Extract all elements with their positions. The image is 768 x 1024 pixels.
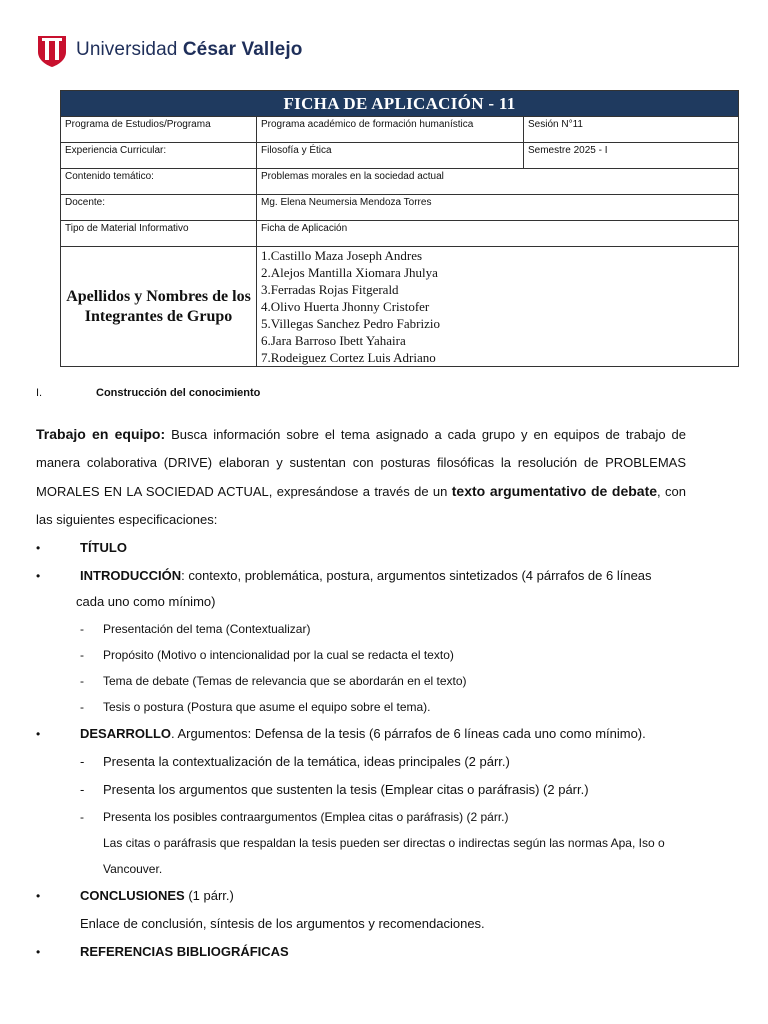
ucv-shield-icon <box>36 32 68 68</box>
member-name: 6.Jara Barroso Ibett Yahaira <box>261 333 406 348</box>
row-extra: Semestre 2025 - I <box>524 143 739 169</box>
introduccion-label: INTRODUCCIÓN <box>80 568 182 583</box>
spec-referencias <box>36 938 686 966</box>
conclusiones-detail: Enlace de conclusión, síntesis de los argumentos y recomendaciones. <box>80 916 485 931</box>
intro-paragraph <box>36 420 686 534</box>
list-item <box>36 668 686 694</box>
section-title: Construcción del conocimiento <box>96 387 261 399</box>
member-name: 1.Castillo Maza Joseph Andres <box>261 248 423 263</box>
members-label: Apellidos y Nombres de los Integrantes de Grupo <box>61 247 257 367</box>
spec-conclusiones <box>36 882 686 910</box>
table-row <box>61 169 739 195</box>
dash-icon: - <box>80 810 84 824</box>
table-row <box>61 143 739 169</box>
desarrollo-label: DESARROLLO <box>80 726 171 741</box>
list-item-text: Propósito (Motivo o intencionalidad por la cual se redacta el texto) <box>103 648 454 662</box>
bullet-icon: • <box>36 541 41 555</box>
dash-icon: - <box>80 700 84 714</box>
dash-icon: - <box>80 674 84 688</box>
dash-icon: - <box>80 622 84 636</box>
bullet-icon: • <box>36 889 41 903</box>
intro-text-2: , con las siguientes especificaciones: <box>36 484 686 527</box>
list-item <box>36 616 686 642</box>
member-name: 7.Rodeiguez Cortez Luis Adriano <box>261 350 436 365</box>
row-label: Docente: <box>61 195 257 221</box>
university-name-regular: Universidad <box>76 39 178 60</box>
referencias-label: REFERENCIAS BIBLIOGRÁFICAS <box>80 944 289 959</box>
titulo-label: TÍTULO <box>80 540 127 555</box>
table-row <box>61 221 739 247</box>
row-extra: Sesión N°11 <box>524 117 739 143</box>
row-value: Ficha de Aplicación <box>257 221 739 247</box>
ficha-title: FICHA DE APLICACIÓN - 11 <box>61 91 739 117</box>
citas-note-continuation: Vancouver. <box>103 862 163 876</box>
list-item <box>36 642 686 668</box>
member-name: 5.Villegas Sanchez Pedro Fabrizio <box>261 316 441 331</box>
university-name-bold: César Vallejo <box>182 39 303 60</box>
spec-introduccion <box>36 562 686 590</box>
document-body <box>36 420 686 966</box>
member-name: 2.Alejos Mantilla Xiomara Jhulya <box>261 265 438 280</box>
list-item <box>36 748 686 776</box>
list-item-text: Tema de debate (Temas de relevancia que se abordarán en el texto) <box>103 674 467 688</box>
university-name <box>76 39 302 61</box>
members-list <box>257 247 739 367</box>
dash-icon: - <box>80 754 85 769</box>
intro-lead: Trabajo en equipo: <box>36 426 166 442</box>
list-item <box>36 776 686 804</box>
dash-icon: - <box>80 782 85 797</box>
bullet-icon: • <box>36 569 41 583</box>
row-value: Filosofía y Ética <box>257 143 524 169</box>
spec-titulo <box>36 534 686 562</box>
member-name: 4.Olivo Huerta Jhonny Cristofer <box>261 299 430 314</box>
list-item <box>36 804 686 830</box>
row-label: Experiencia Curricular: <box>61 143 257 169</box>
conclusiones-label: CONCLUSIONES <box>80 888 185 903</box>
section-heading <box>36 387 260 399</box>
table-row <box>61 195 739 221</box>
list-item-text: Presenta los posibles contraargumentos (Emplea citas o paráfrasis) (2 párr.) <box>103 810 509 824</box>
university-header <box>36 30 302 70</box>
spec-desarrollo <box>36 720 686 748</box>
dash-icon: - <box>80 648 84 662</box>
desarrollo-text: . Argumentos: Defensa de la tesis (6 párrafos de 6 líneas cada uno como mínimo). <box>171 726 646 741</box>
bullet-icon: • <box>36 945 41 959</box>
table-row <box>61 117 739 143</box>
row-value: Mg. Elena Neumersia Mendoza Torres <box>257 195 739 221</box>
list-item-text: Presenta la contextualización de la temática, ideas principales (2 párr.) <box>103 754 510 769</box>
row-label: Tipo de Material Informativo <box>61 221 257 247</box>
members-row <box>61 247 739 367</box>
list-item-text: Presenta los argumentos que sustenten la tesis (Emplear citas o paráfrasis) (2 párr.) <box>103 782 589 797</box>
list-item <box>36 694 686 720</box>
list-item-text: Presentación del tema (Contextualizar) <box>103 622 311 636</box>
intro-strong: texto argumentativo de debate <box>451 483 658 499</box>
row-value: Programa académico de formación humanística <box>257 117 524 143</box>
intro-text-1: Busca información sobre el tema asignado a cada grupo y en equipos de trabajo de manera colaborativa (DRIVE) elaboran y sustentan con posturas filosóficas la resolución de PROBLEMAS MORALES EN LA SOCIEDAD ACTUAL, expresándose a través de un <box>36 427 686 499</box>
citas-note: Las citas o paráfrasis que respaldan la tesis pueden ser directas o indirectas según las normas Apa, Iso o <box>103 836 665 850</box>
introduccion-continuation: cada uno como mínimo) <box>76 594 216 609</box>
row-value: Problemas morales en la sociedad actual <box>257 169 739 195</box>
ficha-table <box>60 90 739 367</box>
conclusiones-text: (1 párr.) <box>184 888 234 903</box>
list-item-text: Tesis o postura (Postura que asume el equipo sobre el tema). <box>103 700 431 714</box>
section-number: I. <box>36 387 43 399</box>
row-label: Contenido temático: <box>61 169 257 195</box>
bullet-icon: • <box>36 727 41 741</box>
row-label: Programa de Estudios/Programa <box>61 117 257 143</box>
introduccion-text: : contexto, problemática, postura, argumentos sintetizados (4 párrafos de 6 líneas <box>181 568 652 583</box>
member-name: 3.Ferradas Rojas Fitgerald <box>261 282 399 297</box>
